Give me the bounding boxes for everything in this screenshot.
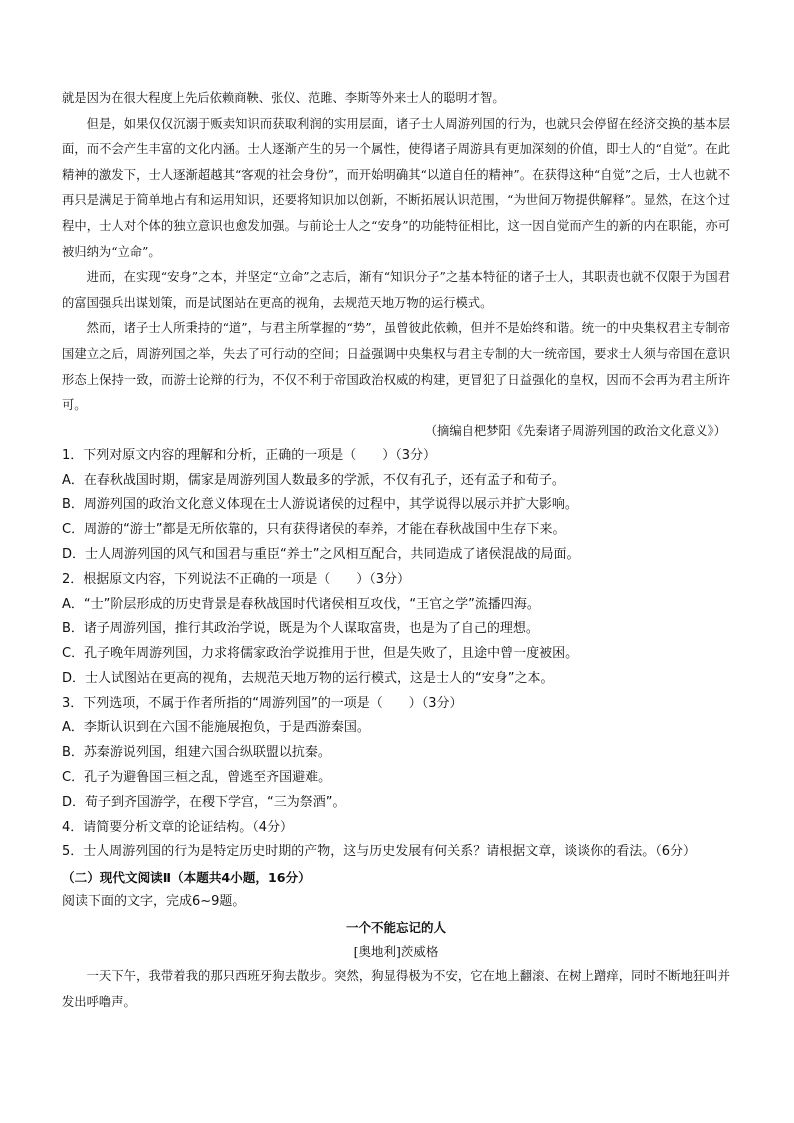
question-3-option-d: D．荀子到齐国游学，在稷下学宫，“三为祭酒”。 <box>62 794 346 810</box>
question-1-option-d: D．士人周游列国的风气和国君与重臣“养士”之风相互配合，共同造成了诸侯混战的局面。 <box>62 546 580 562</box>
story-paragraph: 一天下午，我带着我的那只西班牙狗去散步。突然，狗显得极为不安，它在地上翻滚、在树上蹭痒，同时不断地狂叫并发出呼噜声。 <box>62 969 730 1009</box>
question-1-stem: 1．下列对原文内容的理解和分析，正确的一项是（ ）（3分） <box>62 447 437 463</box>
article-paragraph: 进而，在实现“安身”之本，并坚定“立命”之志后，渐有“知识分子”之基本特征的诸子士人，其职责也就不仅限于为国君的富国强兵出谋划策，而是试图站在更高的视角，去规范天地万物的运行模式。 <box>62 270 730 310</box>
question-2-stem: 2．根据原文内容，下列说法不正确的一项是（ ）（3分） <box>62 571 411 587</box>
story-author: [奥地利]茨威格 <box>353 944 439 960</box>
section-heading: （二）现代文阅读Ⅱ（本题共4小题，16分） <box>62 870 311 886</box>
question-3-option-a: A．李斯认识到在六国不能施展抱负，于是西游秦国。 <box>62 720 370 736</box>
question-2-option-d: D．士人试图站在更高的视角，去规范天地万物的运行模式，这是士人的“安身”之本。 <box>62 670 554 686</box>
question-2-option-a: A．“士”阶层形成的历史背景是春秋战国时代诸侯相互攻伐，“王官之学”流播四海。 <box>62 596 540 612</box>
question-2-option-c: C．孔子晚年周游列国，力求将儒家政治学说推用于世，但是失败了，且途中曾一度被困。 <box>62 646 579 662</box>
question-2-option-b: B．诸子周游列国，推行其政治学说，既是为个人谋取富贵，也是为了自己的理想。 <box>62 621 539 637</box>
question-1-option-c: C．周游的“游士”都是无所依靠的，只有获得诸侯的奉养，才能在春秋战国中生存下来。 <box>62 522 566 538</box>
document-page <box>62 86 730 1015</box>
question-3-stem: 3．下列选项，不属于作者所指的“周游列国”的一项是（ ）（3分） <box>62 695 463 711</box>
section-instruction: 阅读下面的文字，完成6~9题。 <box>62 894 246 910</box>
question-3-option-b: B．苏秦游说列国，组建六国合纵联盟以抗秦。 <box>62 745 331 761</box>
article-paragraph: 但是，如果仅仅沉溺于贩卖知识而获取利润的实用层面，诸子士人周游列国的行为，也就只会停留在经济交换的基本层面，而不会产生丰富的文化内涵。士人逐渐产生的另一个属性，使得诸子周游具有更加深刻的价值，即士人的“自觉”。在此精神的激发下，士人逐渐超越其“客观的社会身份”，而开始明确其“以道自任的精神”。在获得这种“自觉”之后，士人也就不再只是满足于简单地占有和运用知识，还要将知识加以创新，不断拓展认识范围，“为世间万物提供解释”。显然，在这个过程中，士人对个体的独立意识也愈发加强。与前论士人之“安身”的功能特征相比，这一因自觉而产生的新的内在职能，亦可被归纳为“立命”。 <box>62 116 730 259</box>
question-1-option-b: B．周游列国的政治文化意义体现在士人游说诸侯的过程中，其学说得以展示并扩大影响。 <box>62 497 578 513</box>
article-source: （摘编自杷梦阳《先秦诸子周游列国的政治文化意义》） <box>424 423 726 438</box>
article-paragraph: 然而，诸子士人所秉持的“道”，与君主所掌握的“势”，虽曾彼此依赖，但并不是始终和谐。统一的中央集权君主专制帝国建立之后，周游列国之举，失去了可行动的空间；日益强调中央集权与君主专制的大一统帝国，要求士人须与帝国在意识形态上保持一致，而游士论辩的行为，不仅不利于帝国政治权威的构建，更冒犯了日益强化的皇权，因而不会再为君主所许可。 <box>62 321 730 413</box>
story-title: 一个不能忘记的人 <box>345 920 446 936</box>
question-5: 5．士人周游列国的行为是特定历史时期的产物，这与历史发展有何关系？请根据文章，谈谈你的看法。（6分） <box>62 844 697 860</box>
question-3-option-c: C．孔子为避鲁国三桓之乱，曾逃至齐国避难。 <box>62 770 332 786</box>
question-1-option-a: A．在春秋战国时期，儒家是周游列国人数最多的学派，不仅有孔子，还有孟子和荀子。 <box>62 472 565 488</box>
article-paragraph: 就是因为在很大程度上先后依赖商鞅、张仪、范雎、李斯等外来士人的聪明才智。 <box>62 91 505 105</box>
question-4: 4．请简要分析文章的论证结构。（4分） <box>62 819 294 835</box>
